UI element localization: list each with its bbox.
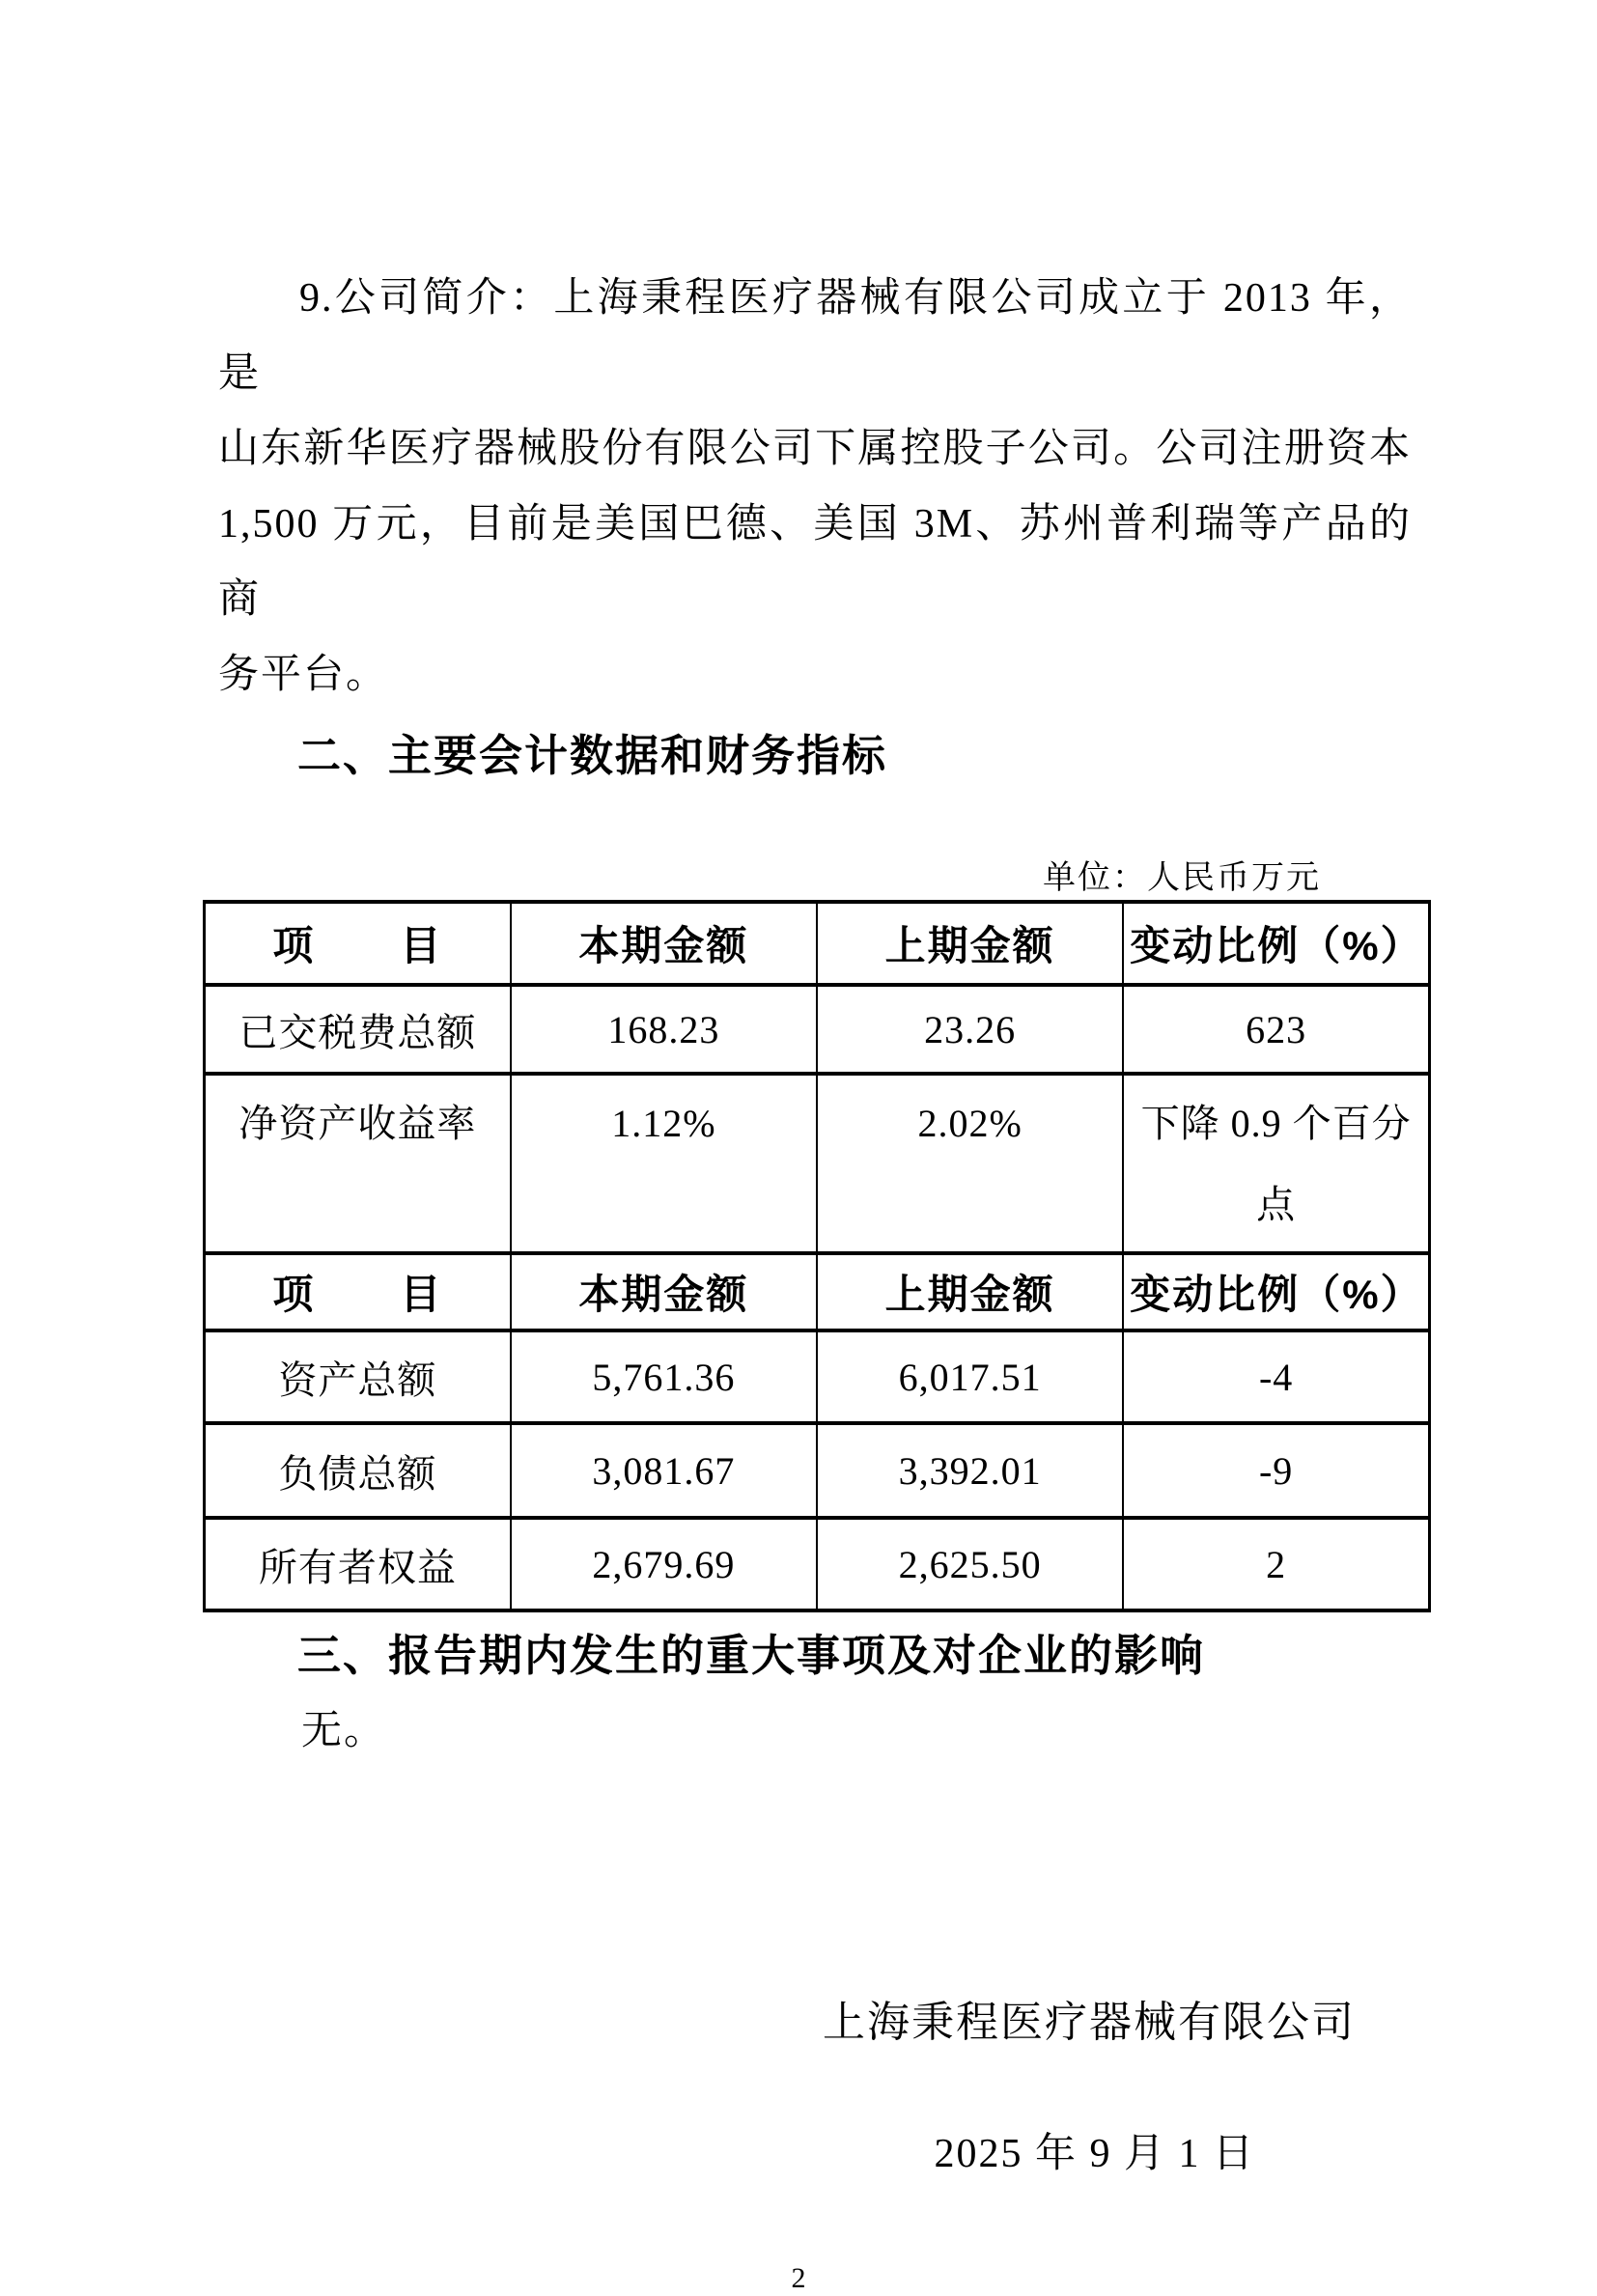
- table-row-total-liabilities: [205, 1423, 1430, 1518]
- table-row-total-assets: [205, 1330, 1430, 1423]
- cell-prior-amount: 23.26: [817, 985, 1123, 1074]
- section2-heading: 二、主要会计数据和财务指标: [297, 731, 888, 780]
- cell-item: 资产总额: [205, 1330, 511, 1423]
- section3-body: 无。: [301, 1709, 387, 1753]
- cell-prior-amount: 3,392.01: [817, 1423, 1123, 1518]
- cell-item: 负债总额: [205, 1423, 511, 1518]
- financial-table: [203, 900, 1431, 1612]
- table-header-row: [205, 902, 1430, 985]
- cell-prior-amount: 2,625.50: [817, 1518, 1123, 1610]
- header-cell-prior-amount: 上期金额: [817, 1253, 1123, 1330]
- table-row-owners-equity: [205, 1518, 1430, 1610]
- header-cell-prior-amount: 上期金额: [817, 902, 1123, 985]
- cell-change-ratio: -4: [1123, 1330, 1429, 1423]
- paragraph-line: 山东新华医疗器械股份有限公司下属控股子公司。公司注册资本: [218, 427, 1412, 471]
- section3-heading: 三、报告期内发生的重大事项及对企业的影响: [297, 1631, 1206, 1680]
- header-cell-item: 项 目: [205, 1253, 511, 1330]
- cell-item: 所有者权益: [205, 1518, 511, 1610]
- signature-date: 2025 年 9 月 1 日: [934, 2132, 1255, 2176]
- header-cell-change-ratio: 变动比例（%）: [1123, 902, 1429, 985]
- unit-label: 单位：人民币万元: [1043, 860, 1321, 896]
- cell-item: 净资产收益率: [205, 1074, 511, 1253]
- paragraph-line: 9.公司简介：上海秉程医疗器械有限公司成立于 2013 年，是: [218, 276, 1412, 396]
- table-row-taxes-paid: [205, 985, 1430, 1074]
- table-row-roe: [205, 1074, 1430, 1253]
- table-header-row: [205, 1253, 1430, 1330]
- paragraph-line: 1,500 万元，目前是美国巴德、美国 3M、苏州普利瑞等产品的商: [218, 502, 1412, 622]
- cell-change-ratio: 下降 0.9 个百分点: [1123, 1074, 1429, 1253]
- cell-change-ratio: -9: [1123, 1423, 1429, 1518]
- paragraph-line: 务平台。: [218, 653, 389, 697]
- signature-company: 上海秉程医疗器械有限公司: [823, 1999, 1356, 2046]
- cell-change-ratio: 2: [1123, 1518, 1429, 1610]
- cell-current-amount: 168.23: [511, 985, 817, 1074]
- header-cell-current-amount: 本期金额: [511, 902, 817, 985]
- cell-current-amount: 5,761.36: [511, 1330, 817, 1423]
- cell-current-amount: 1.12%: [511, 1074, 817, 1253]
- header-cell-current-amount: 本期金额: [511, 1253, 817, 1330]
- header-cell-item: 项 目: [205, 902, 511, 985]
- cell-prior-amount: 6,017.51: [817, 1330, 1123, 1423]
- cell-prior-amount: 2.02%: [817, 1074, 1123, 1253]
- intro-paragraph: [0, 261, 1597, 713]
- cell-current-amount: 3,081.67: [511, 1423, 817, 1518]
- header-cell-change-ratio: 变动比例（%）: [1123, 1253, 1429, 1330]
- page-number: 2: [791, 2262, 806, 2294]
- cell-change-ratio: 623: [1123, 985, 1429, 1074]
- cell-item: 已交税费总额: [205, 985, 511, 1074]
- cell-current-amount: 2,679.69: [511, 1518, 817, 1610]
